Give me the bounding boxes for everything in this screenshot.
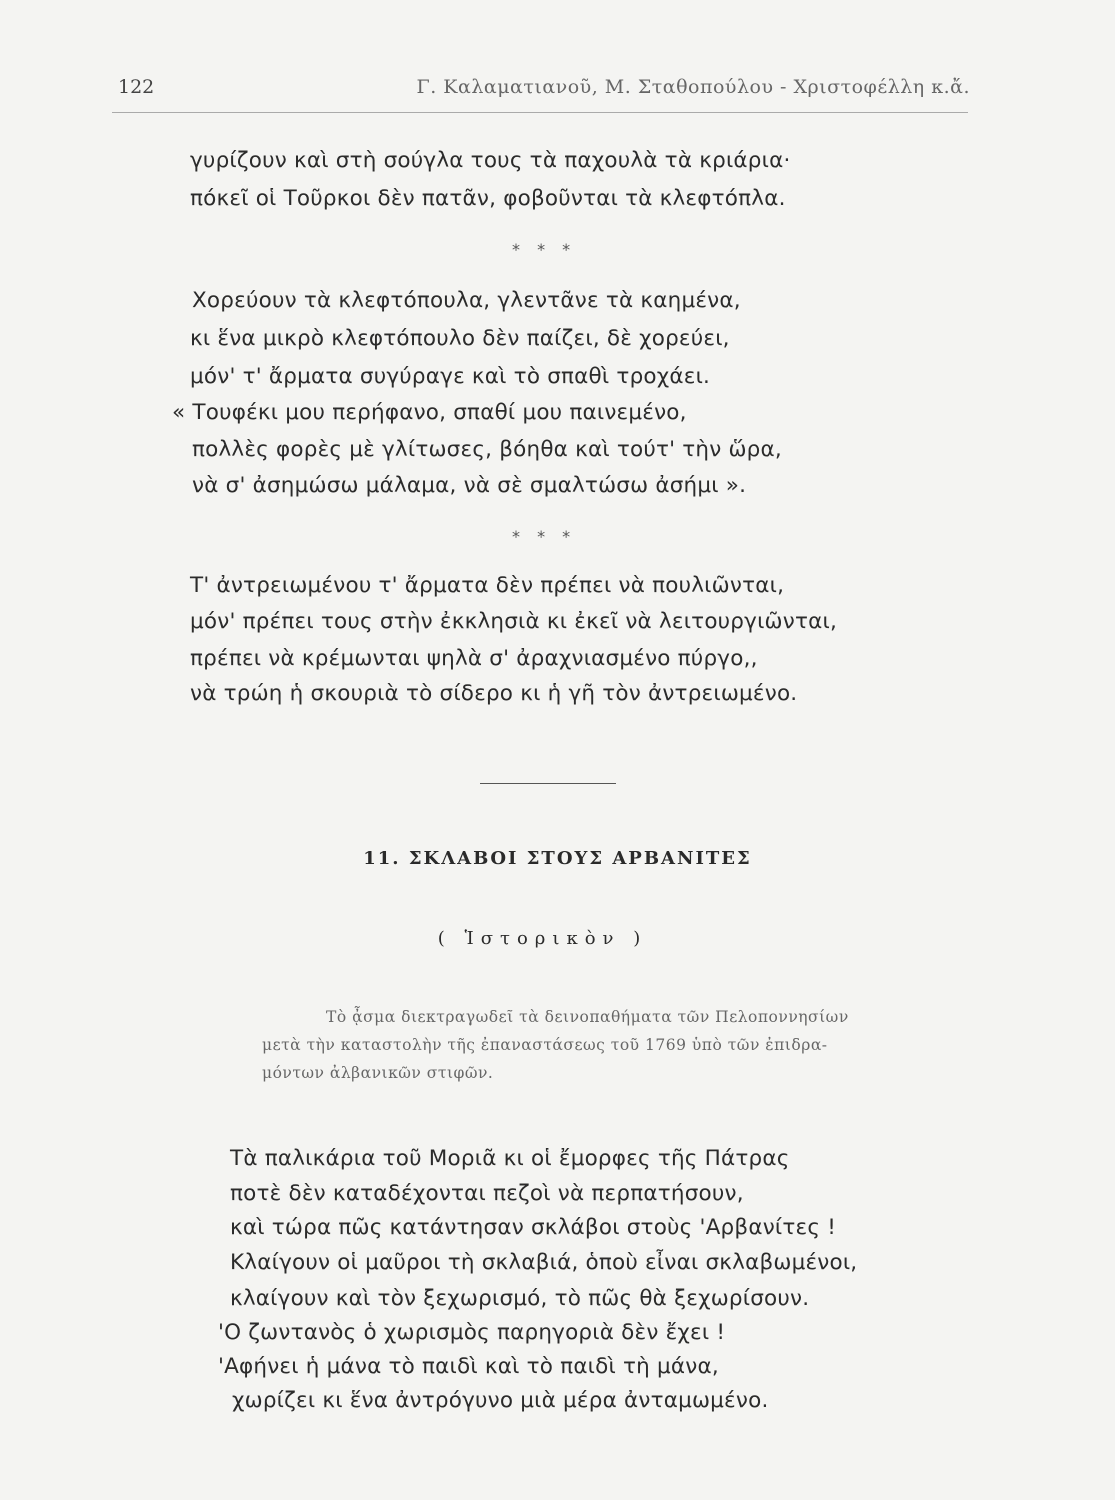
- verse-line: 'Ο ζωντανὸς ὁ χωρισμὸς παρηγοριὰ δὲν ἔχει !: [218, 1320, 726, 1345]
- verse-line: πόκεῖ οἱ Τοῦρκοι δὲν πατᾶν, φοβοῦνται τὰ κλεφτόπλα.: [190, 186, 786, 211]
- verse-line: γυρίζουν καὶ στὴ σούγλα τους τὰ παχουλὰ τὰ κριάρια·: [190, 148, 791, 173]
- stanza-separator: * * *: [512, 240, 577, 259]
- note-line: Τὸ ᾆσμα διεκτραγωδεῖ τὰ δεινοπαθήματα τῶν Πελοποννησίων: [326, 1008, 849, 1026]
- verse-line: 'Αφήνει ἡ μάνα τὸ παιδὶ καὶ τὸ παιδὶ τὴ μάνα,: [218, 1354, 719, 1379]
- verse-line: πρέπει νὰ κρέμωνται ψηλὰ σ' ἀραχνιασμένο πύργο,,: [190, 646, 758, 671]
- page-number: 122: [118, 76, 155, 98]
- note-line: μετὰ τὴν καταστολὴν τῆς ἐπαναστάσεως τοῦ 1769 ὑπὸ τῶν ἐπιδρα-: [262, 1036, 828, 1054]
- header-rule: [112, 112, 968, 113]
- verse-line: μόν' πρέπει τους στὴν ἐκκλησιὰ κι ἐκεῖ νὰ λειτουργιῶνται,: [190, 609, 837, 634]
- verse-line: Χορεύουν τὰ κλεφτόπουλα, γλεντᾶνε τὰ καημένα,: [192, 288, 741, 313]
- verse-line: νὰ σ' ἀσημώσω μάλαμα, νὰ σὲ σμαλτώσω ἀσήμι ».: [192, 473, 747, 498]
- verse-line: κλαίγουν καὶ τὸν ξεχωρισμό, τὸ πῶς θὰ ξεχωρίσουν.: [230, 1286, 810, 1311]
- verse-line: νὰ τρώη ἡ σκουριὰ τὸ σίδερο κι ἡ γῆ τὸν ἀντρειωμένο.: [190, 681, 798, 706]
- verse-line: μόν' τ' ἄρματα συγύραγε καὶ τὸ σπαθὶ τροχάει.: [190, 364, 711, 389]
- verse-line: πολλὲς φορὲς μὲ γλίτωσες, βόηθα καὶ τούτ' τὴν ὥρα,: [192, 437, 782, 462]
- verse-line: καὶ τώρα πῶς κατάντησαν σκλάβοι στοὺς 'Αρβανίτες !: [230, 1215, 837, 1240]
- running-head: Γ. Καλαματιανοῦ, Μ. Σταθοπούλου - Χριστοφέλλη κ.ἄ.: [416, 76, 970, 98]
- verse-line: « Τουφέκι μου περήφανο, σπαθί μου παινεμένο,: [172, 400, 687, 425]
- verse-line: Τ' ἀντρειωμένου τ' ἄρματα δὲν πρέπει νὰ πουλιῶνται,: [190, 573, 785, 598]
- section-title: 11. ΣΚΛΑΒΟΙ ΣΤΟΥΣ ΑΡΒΑΝΙΤΕΣ: [363, 848, 752, 869]
- section-divider: [480, 783, 616, 784]
- verse-line: χωρίζει κι ἕνα ἀντρόγυνο μιὰ μέρα ἀνταμωμένο.: [232, 1388, 769, 1413]
- section-subtitle: ( Ἱστορικὸν ): [437, 928, 648, 949]
- verse-line: Τὰ παλικάρια τοῦ Μοριᾶ κι οἱ ἔμορφες τῆς Πάτρας: [230, 1146, 790, 1171]
- stanza-separator: * * *: [512, 527, 577, 546]
- verse-line: Κλαίγουν οἱ μαῦροι τὴ σκλαβιά, ὁποὺ εἶναι σκλαβωμένοι,: [230, 1250, 858, 1275]
- note-line: μόντων ἀλβανικῶν στιφῶν.: [262, 1064, 494, 1082]
- page-header: [118, 76, 970, 106]
- verse-line: ποτὲ δὲν καταδέχονται πεζοὶ νὰ περπατήσουν,: [230, 1181, 744, 1206]
- verse-line: κι ἕνα μικρὸ κλεφτόπουλο δὲν παίζει, δὲ χορεύει,: [190, 326, 730, 351]
